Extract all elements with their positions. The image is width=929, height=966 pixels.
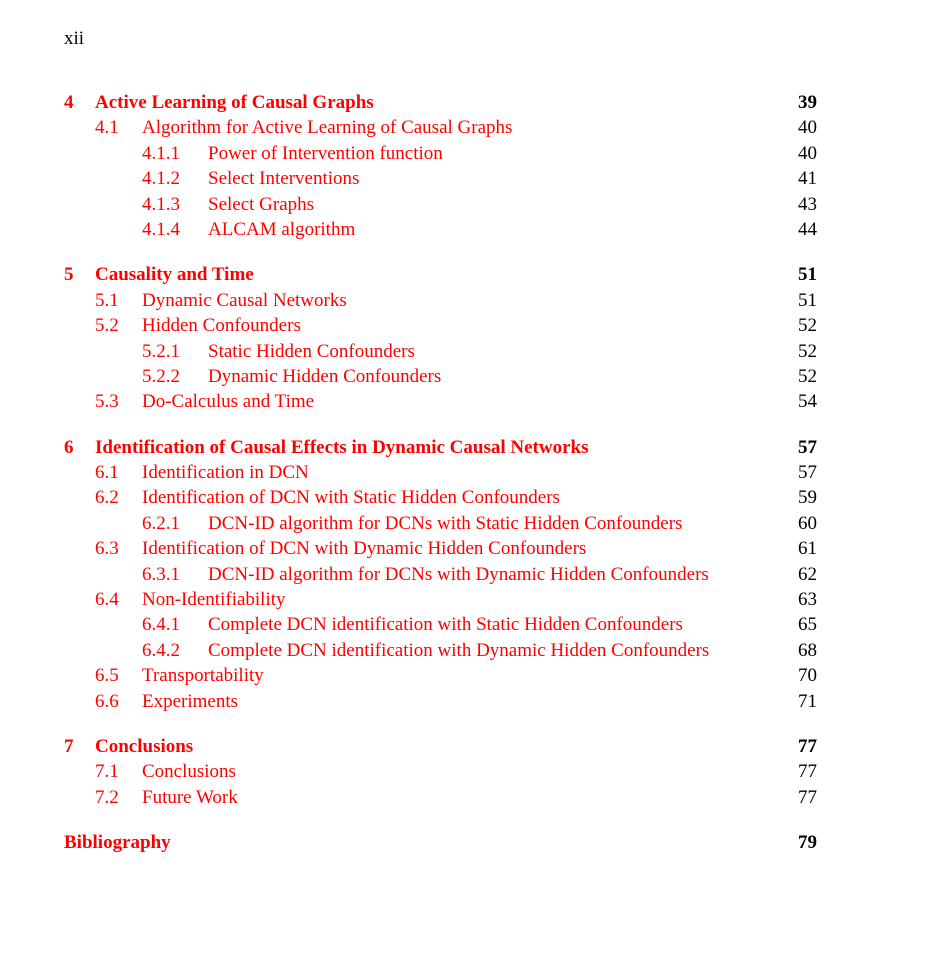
section-link[interactable] bbox=[95, 536, 586, 561]
section-number: 6.6 bbox=[95, 690, 119, 712]
section-number: 6.2 bbox=[95, 487, 119, 509]
subsection-link[interactable] bbox=[142, 217, 355, 242]
section-page-number: 54 bbox=[798, 391, 817, 413]
dot-leader bbox=[455, 364, 779, 389]
section-page-number: 68 bbox=[798, 639, 817, 661]
subsection-link[interactable] bbox=[142, 192, 314, 217]
toc-subsection-entry[interactable] bbox=[64, 638, 817, 663]
dot-leader bbox=[374, 166, 779, 191]
toc-section-entry[interactable] bbox=[64, 288, 817, 313]
chapter-number: 5 bbox=[64, 264, 74, 286]
toc-chapter-entry[interactable] bbox=[64, 435, 817, 460]
chapter-number: 4 bbox=[64, 92, 74, 113]
section-link[interactable] bbox=[95, 460, 309, 485]
chapter-page-number: 39 bbox=[798, 92, 817, 113]
toc-subsection-entry[interactable] bbox=[64, 217, 817, 242]
section-number: 6.5 bbox=[95, 665, 119, 687]
section-title: Conclusions bbox=[142, 761, 236, 783]
section-title: Hidden Confounders bbox=[142, 315, 301, 337]
toc-subsection-entry[interactable] bbox=[64, 364, 817, 389]
section-page-number: 41 bbox=[798, 168, 817, 190]
toc-chapter bbox=[64, 830, 817, 855]
toc-subsection-entry[interactable] bbox=[64, 192, 817, 217]
section-title: Future Work bbox=[142, 786, 238, 808]
chapter-link[interactable] bbox=[64, 830, 171, 855]
subsection-link[interactable] bbox=[142, 166, 359, 191]
toc-section-entry[interactable] bbox=[64, 759, 817, 784]
section-number: 4.1.1 bbox=[142, 142, 180, 164]
section-page-number: 40 bbox=[798, 142, 817, 164]
toc-chapter bbox=[64, 435, 817, 714]
dot-leader bbox=[577, 485, 780, 510]
section-number: 5.3 bbox=[95, 391, 119, 413]
section-page-number: 60 bbox=[798, 512, 817, 534]
section-link[interactable] bbox=[95, 663, 264, 688]
section-link[interactable] bbox=[95, 785, 238, 810]
section-link[interactable] bbox=[95, 587, 286, 612]
dot-leader bbox=[307, 587, 780, 612]
toc-subsection-entry[interactable] bbox=[64, 339, 817, 364]
section-number: 6.4.2 bbox=[142, 639, 180, 661]
section-number: 6.4 bbox=[95, 589, 119, 611]
subsection-link[interactable] bbox=[142, 638, 709, 663]
section-title: Do-Calculus and Time bbox=[142, 391, 315, 413]
toc-section-entry[interactable] bbox=[64, 785, 817, 810]
section-title: Complete DCN identification with Static Hidden Confounders bbox=[208, 614, 683, 636]
page-number: xii bbox=[64, 28, 85, 49]
toc-chapter-entry[interactable] bbox=[64, 830, 817, 855]
subsection-link[interactable] bbox=[142, 562, 709, 587]
section-link[interactable] bbox=[95, 288, 347, 313]
dot-leader bbox=[253, 689, 780, 714]
section-title: Dynamic Hidden Confounders bbox=[208, 365, 442, 387]
section-link[interactable] bbox=[95, 759, 236, 784]
toc-section-entry[interactable] bbox=[64, 313, 817, 338]
chapter-page-number: 57 bbox=[798, 436, 817, 458]
toc-chapter bbox=[64, 262, 817, 414]
chapter-title: Causality and Time bbox=[95, 264, 254, 286]
section-title: DCN-ID algorithm for DCNs with Static Hidden Confounders bbox=[208, 512, 683, 534]
section-page-number: 43 bbox=[798, 193, 817, 215]
chapter-title: Identification of Causal Effects in Dynamic Causal Networks bbox=[95, 436, 589, 458]
chapter-page-number: 79 bbox=[798, 832, 817, 854]
section-number: 5.2.1 bbox=[142, 340, 180, 362]
chapter-link[interactable] bbox=[64, 435, 588, 460]
toc-section-entry[interactable] bbox=[64, 460, 817, 485]
toc-section-entry[interactable] bbox=[64, 115, 817, 140]
section-title: Non-Identifiability bbox=[142, 589, 286, 611]
section-number: 7.1 bbox=[95, 761, 119, 783]
chapter-title: Bibliography bbox=[64, 832, 171, 854]
chapter-number: 7 bbox=[64, 735, 74, 757]
section-link[interactable] bbox=[95, 389, 314, 414]
toc-chapter-entry[interactable] bbox=[64, 262, 817, 287]
dot-leader bbox=[428, 339, 779, 364]
dot-leader bbox=[280, 663, 780, 688]
section-page-number: 40 bbox=[798, 117, 817, 139]
section-title: ALCAM algorithm bbox=[208, 218, 356, 240]
toc-subsection-entry[interactable] bbox=[64, 166, 817, 191]
toc-section-entry[interactable] bbox=[64, 663, 817, 688]
toc-section-entry[interactable] bbox=[64, 587, 817, 612]
section-page-number: 61 bbox=[798, 538, 817, 560]
section-page-number: 52 bbox=[798, 315, 817, 337]
dot-leader bbox=[698, 511, 779, 536]
dot-leader bbox=[725, 562, 779, 587]
toc-subsection-entry[interactable] bbox=[64, 141, 817, 166]
toc-chapter-entry[interactable] bbox=[64, 90, 817, 115]
section-title: Dynamic Causal Networks bbox=[142, 289, 347, 311]
section-page-number: 52 bbox=[798, 340, 817, 362]
section-number: 6.3.1 bbox=[142, 563, 180, 585]
dot-leader bbox=[320, 313, 779, 338]
section-page-number: 62 bbox=[798, 563, 817, 585]
section-number: 6.1 bbox=[95, 462, 119, 484]
section-number: 6.2.1 bbox=[142, 512, 180, 534]
section-page-number: 59 bbox=[798, 487, 817, 509]
section-number: 7.2 bbox=[95, 786, 119, 808]
chapter-link[interactable] bbox=[64, 734, 193, 759]
section-page-number: 65 bbox=[798, 614, 817, 636]
section-title: Static Hidden Confounders bbox=[208, 340, 415, 362]
toc-section-entry[interactable] bbox=[64, 536, 817, 561]
section-link[interactable] bbox=[95, 689, 238, 714]
section-title: Complete DCN identification with Dynamic Hidden Confounders bbox=[208, 639, 710, 661]
toc-subsection-entry[interactable] bbox=[64, 511, 817, 536]
dot-leader bbox=[523, 115, 780, 140]
section-page-number: 77 bbox=[798, 761, 817, 783]
toc-subsection-entry[interactable] bbox=[64, 612, 817, 637]
toc-chapter bbox=[64, 90, 817, 242]
toc-section-entry[interactable] bbox=[64, 389, 817, 414]
toc-section-entry[interactable] bbox=[64, 689, 817, 714]
subsection-link[interactable] bbox=[142, 141, 443, 166]
chapter-page-number: 77 bbox=[798, 735, 817, 757]
chapter-title: Conclusions bbox=[95, 735, 194, 757]
subsection-link[interactable] bbox=[142, 612, 683, 637]
section-title: Power of Intervention function bbox=[208, 142, 443, 164]
subsection-link[interactable] bbox=[142, 511, 682, 536]
section-page-number: 70 bbox=[798, 665, 817, 687]
section-title: Transportability bbox=[142, 665, 264, 687]
toc-chapter-entry[interactable] bbox=[64, 734, 817, 759]
section-page-number: 44 bbox=[798, 218, 817, 240]
section-number: 4.1.3 bbox=[142, 193, 180, 215]
section-number: 4.1 bbox=[95, 117, 119, 139]
section-link[interactable] bbox=[95, 115, 512, 140]
section-title: Identification in DCN bbox=[142, 462, 309, 484]
section-number: 6.4.1 bbox=[142, 614, 180, 636]
subsection-link[interactable] bbox=[142, 339, 415, 364]
subsection-link[interactable] bbox=[142, 364, 441, 389]
dot-leader bbox=[361, 288, 780, 313]
section-number: 5.1 bbox=[95, 289, 119, 311]
section-page-number: 57 bbox=[798, 462, 817, 484]
section-number: 5.2 bbox=[95, 315, 119, 337]
chapter-link[interactable] bbox=[64, 90, 374, 115]
dot-leader bbox=[320, 460, 779, 485]
section-number: 5.2.2 bbox=[142, 365, 180, 387]
section-title: Select Graphs bbox=[208, 193, 315, 215]
section-page-number: 71 bbox=[798, 690, 817, 712]
dot-leader bbox=[253, 759, 780, 784]
dot-leader bbox=[374, 217, 779, 242]
section-page-number: 77 bbox=[798, 786, 817, 808]
section-number: 4.1.2 bbox=[142, 168, 180, 190]
section-link[interactable] bbox=[95, 485, 560, 510]
table-of-contents bbox=[64, 90, 817, 876]
dot-leader bbox=[725, 638, 779, 663]
section-title: Identification of DCN with Dynamic Hidden Confounders bbox=[142, 538, 587, 560]
section-title: Select Interventions bbox=[208, 168, 360, 190]
section-title: Experiments bbox=[142, 690, 239, 712]
toc-subsection-entry[interactable] bbox=[64, 562, 817, 587]
chapter-title: Active Learning of Causal Graphs bbox=[95, 92, 374, 113]
section-title: DCN-ID algorithm for DCNs with Dynamic Hidden Confounders bbox=[208, 563, 709, 585]
dot-leader bbox=[253, 785, 780, 810]
chapter-number: 6 bbox=[64, 436, 74, 458]
section-page-number: 63 bbox=[798, 589, 817, 611]
toc-section-entry[interactable] bbox=[64, 485, 817, 510]
dot-leader bbox=[698, 612, 779, 637]
section-title: Algorithm for Active Learning of Causal Graphs bbox=[142, 117, 513, 139]
dot-leader bbox=[334, 389, 780, 414]
toc-chapter bbox=[64, 734, 817, 810]
dot-leader bbox=[455, 141, 779, 166]
section-number: 4.1.4 bbox=[142, 218, 180, 240]
dot-leader bbox=[334, 192, 780, 217]
section-title: Identification of DCN with Static Hidden Confounders bbox=[142, 487, 560, 509]
section-page-number: 51 bbox=[798, 289, 817, 311]
chapter-page-number: 51 bbox=[798, 264, 817, 286]
section-page-number: 52 bbox=[798, 365, 817, 387]
dot-leader bbox=[604, 536, 780, 561]
section-link[interactable] bbox=[95, 313, 301, 338]
chapter-link[interactable] bbox=[64, 262, 254, 287]
section-number: 6.3 bbox=[95, 538, 119, 560]
